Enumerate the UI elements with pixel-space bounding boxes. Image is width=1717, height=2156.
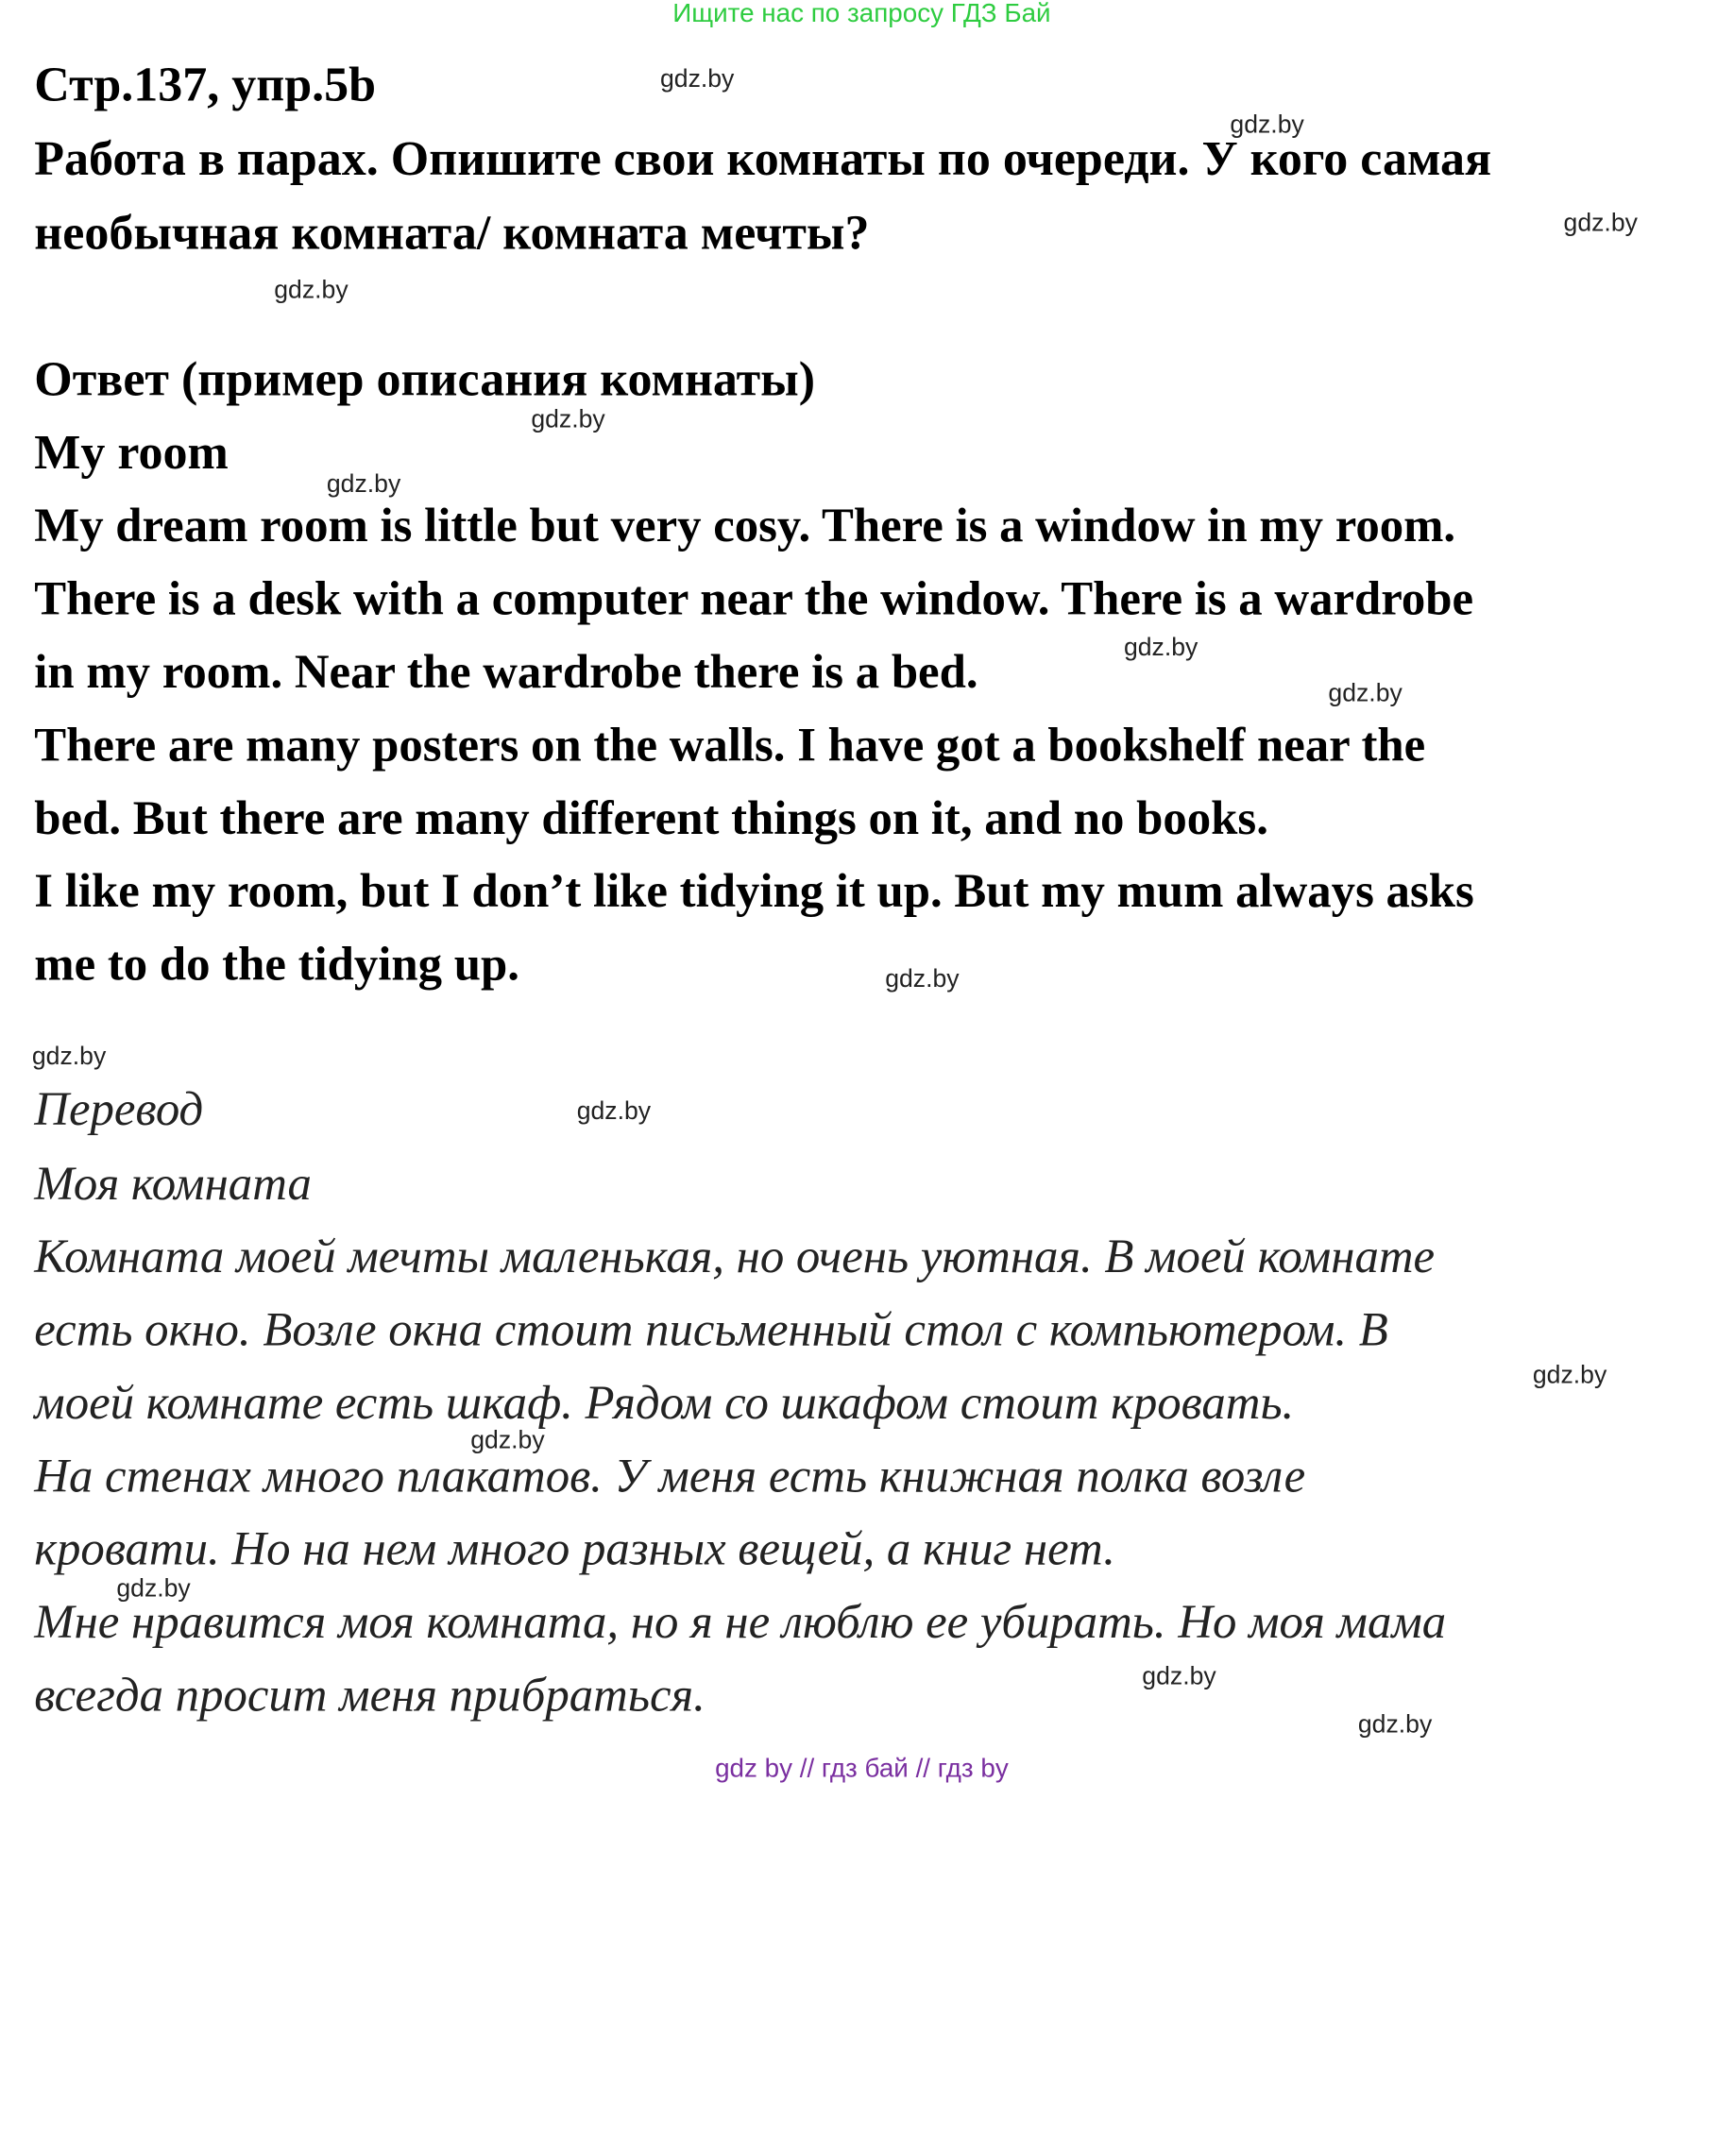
watermark: gdz.by [885, 963, 960, 993]
watermark: gdz.by [1142, 1661, 1216, 1690]
task-line-1: Работа в парах. Опишите свои комнаты по очереди. У кого самая [34, 132, 1492, 187]
answer-line-5: bed. But there are many different things on it, and no books. [34, 792, 1268, 845]
watermark: gdz.by [1230, 110, 1304, 139]
watermark: gdz.by [576, 1095, 652, 1126]
watermark: gdz.by [326, 469, 401, 499]
answer-line-1: My dream room is little but very cosy. There is a window in my room. [34, 500, 1456, 553]
watermark: gdz.by [31, 1041, 107, 1071]
answer-line-2: There is a desk with a computer near the window. There is a wardrobe [34, 573, 1474, 626]
translation-header: Перевод [34, 1083, 204, 1137]
answer-line-3: in my room. Near the wardrobe there is a bed. [34, 646, 978, 700]
exercise-title: Стр.137, упр.5b [34, 58, 377, 112]
watermark: gdz.by [659, 63, 735, 93]
watermark: gdz.by [1123, 632, 1198, 662]
task-line-2: необычная комната/ комната мечты? [34, 206, 870, 261]
translation-line-5: кровати. Но на нем много разных вещей, а книг нет. [34, 1523, 1115, 1576]
watermark: gdz.by [116, 1573, 191, 1603]
footer-links[interactable]: gdz by // гдз бай // гдз by [715, 1753, 1009, 1783]
translation-line-7: всегда просит меня прибраться. [34, 1669, 706, 1723]
translation-line-2: есть окно. Возле окна стоит письменный стол с компьютером. В [34, 1304, 1388, 1357]
answer-line-4: There are many posters on the walls. I have got a bookshelf near the [34, 719, 1426, 772]
watermark: gdz.by [531, 404, 605, 433]
translation-line-6: Мне нравится моя комната, но я не люблю ее убирать. Но моя мама [34, 1596, 1447, 1650]
watermark: gdz.by [470, 1425, 545, 1454]
translation-line-1: Комната моей мечты маленькая, но очень уютная. В моей комнате [34, 1231, 1436, 1284]
translation-title: Моя комната [34, 1158, 312, 1211]
watermark: gdz.by [1328, 678, 1402, 707]
watermark: gdz.by [1532, 1360, 1607, 1389]
answer-title: My room [34, 426, 229, 480]
translation-line-3: моей комнате есть шкаф. Рядом со шкафом стоит кровать. [34, 1377, 1295, 1431]
watermark: gdz.by [1357, 1709, 1433, 1739]
search-banner[interactable]: Ищите нас по запросу ГДЗ Бай [672, 0, 1051, 28]
answer-line-6: I like my room, but I don’t like tidying it up. But my mum always asks [34, 865, 1474, 919]
answer-header: Ответ (пример описания комнаты) [34, 352, 816, 407]
watermark: gdz.by [274, 275, 348, 304]
answer-line-7: me to do the tidying up. [34, 939, 519, 992]
watermark: gdz.by [1563, 208, 1638, 237]
translation-line-4: На стенах много плакатов. У меня есть книжная полка возле [34, 1450, 1306, 1503]
